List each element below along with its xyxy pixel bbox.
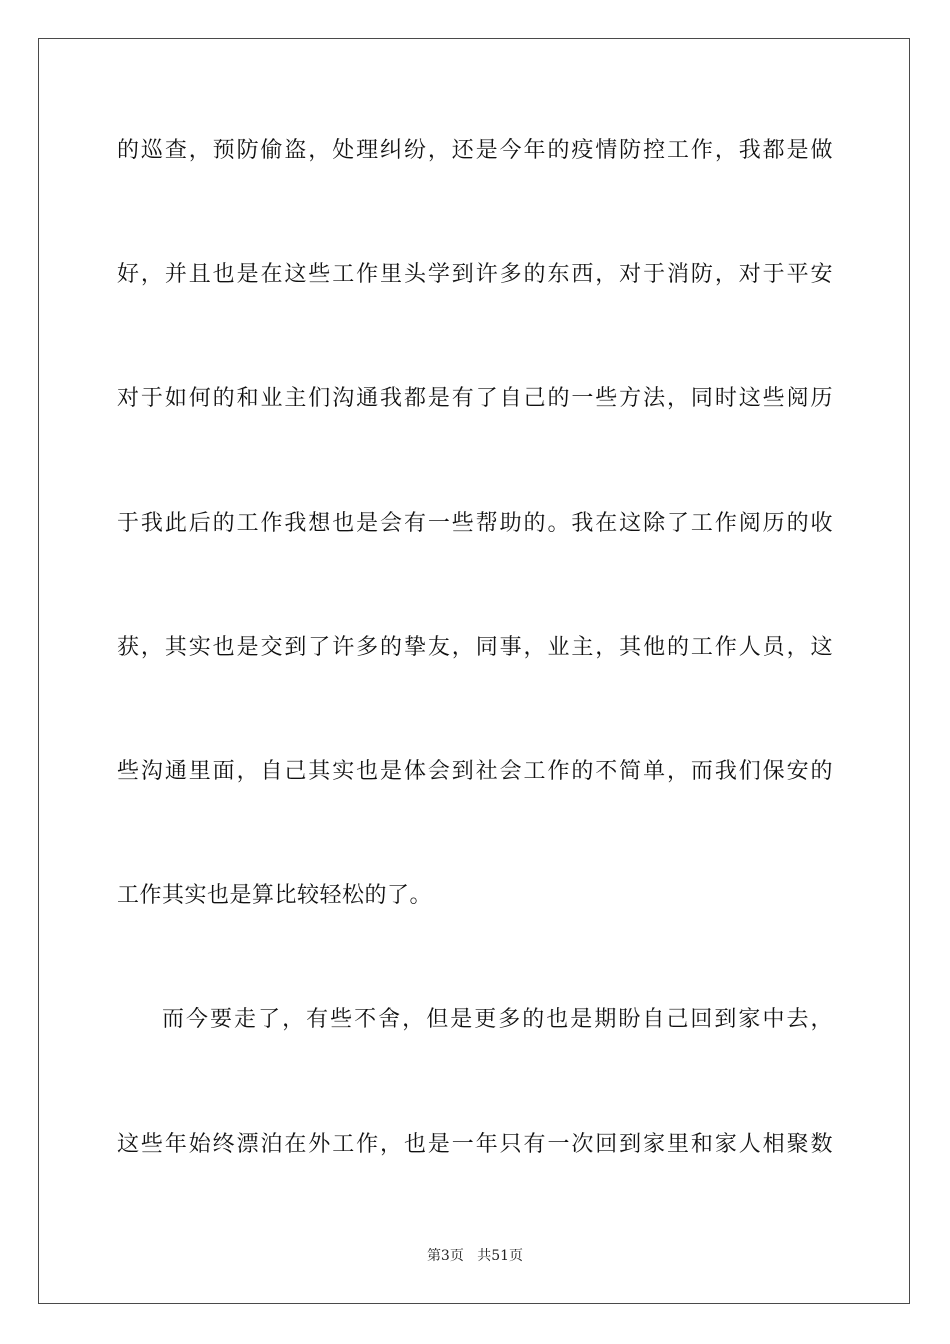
text-line: 工作其实也是算比较轻松的了。 xyxy=(117,883,433,908)
text-line: 对于如何的和业主们沟通我都是有了自己的一些方法，同时这些阅历 xyxy=(117,386,833,411)
text-line: 于我此后的工作我想也是会有一些帮助的。我在这除了工作阅历的收 xyxy=(117,511,833,536)
text-line: 些沟通里面，自己其实也是体会到社会工作的不简单，而我们保安的 xyxy=(117,759,833,784)
total-page-count: 共51页 xyxy=(477,1248,524,1264)
text-line: 这些年始终漂泊在外工作，也是一年只有一次回到家里和家人相聚数 xyxy=(117,1132,833,1157)
page-footer xyxy=(0,1246,950,1266)
footer-spacer xyxy=(464,1248,477,1264)
text-line: 的巡查，预防偷盗，处理纠纷，还是今年的疫情防控工作，我都是做 xyxy=(117,138,833,163)
paragraph-first-line: 而今要走了，有些不舍，但是更多的也是期盼自己回到家中去， xyxy=(162,1007,833,1032)
page-border xyxy=(38,38,910,1304)
text-line: 获，其实也是交到了许多的挚友，同事，业主，其他的工作人员，这 xyxy=(117,635,833,660)
current-page-number: 第3页 xyxy=(426,1248,464,1264)
text-line: 好，并且也是在这些工作里头学到许多的东西，对于消防，对于平安 xyxy=(117,262,833,287)
